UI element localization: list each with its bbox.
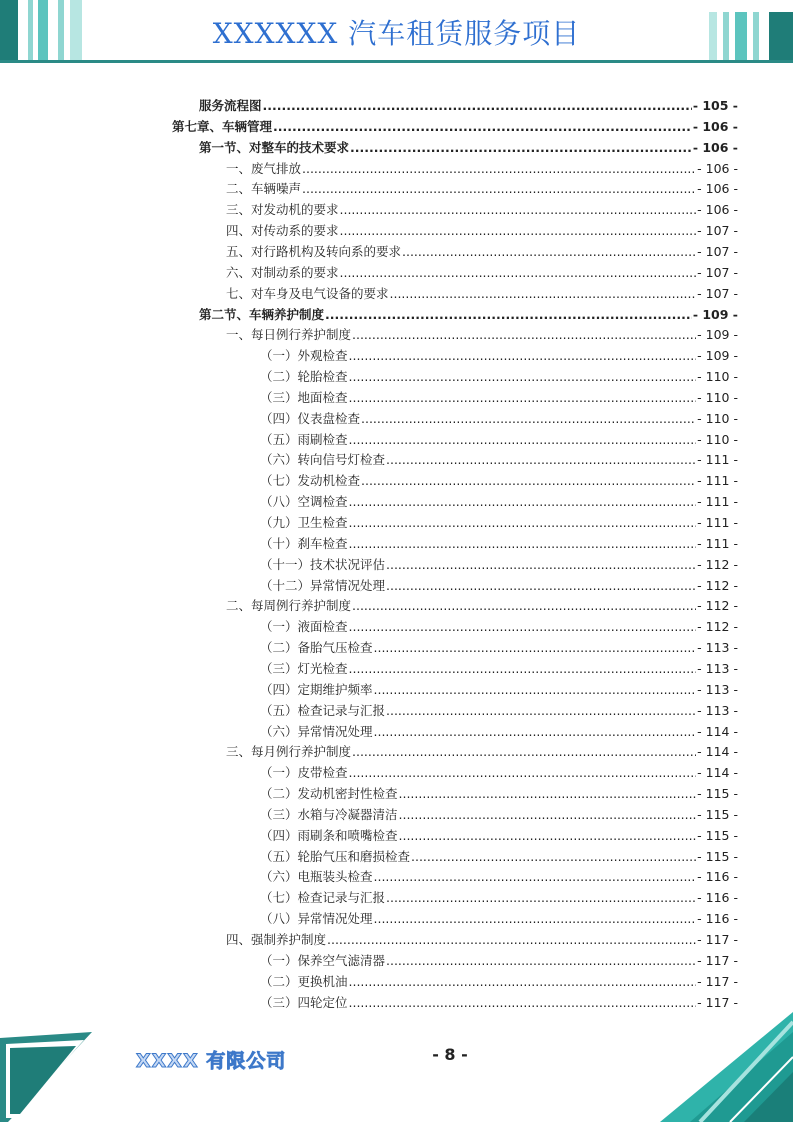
toc-entry-label: （一）外观检查 <box>260 348 348 364</box>
toc-entry[interactable] <box>226 200 738 220</box>
toc-entry-label: （一）保养空气滤清器 <box>260 952 386 968</box>
toc-leader-dots <box>349 974 697 989</box>
toc-leader-dots <box>327 932 696 947</box>
toc-leader-dots <box>340 202 697 217</box>
toc-entry-label: 三、对发动机的要求 <box>226 202 339 218</box>
toc-entry[interactable] <box>260 534 738 554</box>
toc-leader-dots <box>374 869 697 884</box>
toc-entry-label: （二）备胎气压检查 <box>260 640 373 656</box>
toc-entry-page: - 112 - <box>697 619 738 635</box>
toc-entry-page: - 107 - <box>697 285 738 301</box>
toc-entry-label: 一、每日例行养护制度 <box>226 327 352 343</box>
toc-entry-label: （一）液面检查 <box>260 619 348 635</box>
toc-entry-label: （五）雨刷检查 <box>260 431 348 447</box>
toc-entry[interactable] <box>260 367 738 387</box>
toc-entry-label: 第七章、车辆管理 <box>172 118 273 134</box>
toc-entry-page: - 115 - <box>697 786 738 802</box>
toc-entry-label: （三）水箱与冷凝器清洁 <box>260 806 398 822</box>
toc-entry-label: 七、对车身及电气设备的要求 <box>226 285 389 301</box>
toc-leader-dots <box>349 494 697 509</box>
toc-entry-label: （四）雨刷条和喷嘴检查 <box>260 827 398 843</box>
toc-leader-dots <box>349 348 697 363</box>
toc-leader-dots <box>263 98 692 113</box>
toc-entry-page: - 113 - <box>697 660 738 676</box>
toc-entry-page: - 112 - <box>697 577 738 593</box>
toc-entry-label: （八）异常情况处理 <box>260 911 373 927</box>
toc-leader-dots <box>386 953 696 968</box>
toc-entry-label: （六）转向信号灯检查 <box>260 452 386 468</box>
toc-entry-page: - 107 - <box>697 223 738 239</box>
toc-entry-page: - 107 - <box>697 264 738 280</box>
toc-leader-dots <box>352 744 696 759</box>
toc-entry-label: （六）异常情况处理 <box>260 723 373 739</box>
toc-entry-label: （五）轮胎气压和磨损检查 <box>260 848 411 864</box>
toc-leader-dots <box>386 703 696 718</box>
toc-entry[interactable] <box>260 680 738 700</box>
toc-entry-page: - 106 - <box>697 160 738 176</box>
toc-entry-page: - 113 - <box>697 702 738 718</box>
toc-leader-dots <box>399 807 697 822</box>
toc-entry[interactable] <box>260 409 738 429</box>
toc-entry-page: - 115 - <box>697 806 738 822</box>
toc-leader-dots <box>302 181 696 196</box>
toc-entry[interactable] <box>226 159 738 179</box>
toc-entry[interactable] <box>226 325 738 345</box>
toc-entry[interactable] <box>226 221 738 241</box>
toc-leader-dots <box>340 265 697 280</box>
footer-page-number: - 8 - <box>432 1045 468 1064</box>
toc-entry-page: - 111 - <box>697 473 738 489</box>
toc-entry-page: - 106 - <box>697 181 738 197</box>
footer-company-name: XXXX 有限公司 <box>136 1050 287 1072</box>
toc-leader-dots <box>302 161 696 176</box>
toc-leader-dots <box>352 598 696 613</box>
toc-entry[interactable] <box>226 263 738 283</box>
toc-entry-label: （六）电瓶装头检查 <box>260 869 373 885</box>
toc-leader-dots <box>349 661 697 676</box>
toc-entry[interactable] <box>260 430 738 450</box>
toc-leader-dots <box>402 244 696 259</box>
toc-entry[interactable] <box>260 576 738 596</box>
toc-entry-page: - 112 - <box>697 598 738 614</box>
toc-entry-page: - 117 - <box>697 952 738 968</box>
toc-entry-page: - 107 - <box>697 243 738 259</box>
toc-entry-label: （二）发动机密封性检查 <box>260 786 398 802</box>
toc-leader-dots <box>361 411 696 426</box>
toc-entry-page: - 116 - <box>697 890 738 906</box>
toc-leader-dots <box>325 307 692 322</box>
toc-entry-label: 服务流程图 <box>199 98 262 113</box>
toc-entry[interactable] <box>199 138 738 158</box>
toc-entry[interactable] <box>260 701 738 721</box>
toc-leader-dots <box>349 765 697 780</box>
footer-left-decoration <box>0 1028 95 1122</box>
toc-entry[interactable] <box>260 888 738 908</box>
toc-entry-page: - 110 - <box>697 389 738 405</box>
toc-entry[interactable] <box>260 388 738 408</box>
toc-entry[interactable] <box>260 867 738 887</box>
toc-leader-dots <box>273 119 692 134</box>
toc-leader-dots <box>350 140 692 155</box>
toc-entry[interactable] <box>260 763 738 783</box>
toc-entry-page: - 109 - <box>697 348 738 364</box>
toc-entry-label: 二、每周例行养护制度 <box>226 598 352 614</box>
toc-entry-label: （十一）技术状况评估 <box>260 556 386 572</box>
toc-entry-label: （九）卫生检查 <box>260 515 348 530</box>
toc-leader-dots <box>390 286 697 301</box>
toc-leader-dots <box>349 515 697 530</box>
toc-entry[interactable] <box>226 596 738 616</box>
toc-entry[interactable] <box>260 722 738 742</box>
toc-entry[interactable] <box>260 638 738 658</box>
toc-entry[interactable] <box>226 284 738 304</box>
toc-entry-page: - 112 - <box>697 556 738 572</box>
toc-entry-label: （七）检查记录与汇报 <box>260 890 386 906</box>
toc-entry-page: - 116 - <box>697 869 738 885</box>
toc-entry-label: （三）地面检查 <box>260 389 348 405</box>
toc-entry[interactable] <box>260 346 738 366</box>
toc-leader-dots <box>374 640 697 655</box>
toc-entry[interactable] <box>260 847 738 867</box>
toc-entry-label: 四、对传动系的要求 <box>226 223 339 239</box>
toc-leader-dots <box>349 536 697 551</box>
toc-entry-page: - 110 - <box>697 369 738 385</box>
toc-entry-label: （二）更换机油 <box>260 973 348 989</box>
toc-entry-page: - 115 - <box>697 827 738 843</box>
toc-entry-page: - 113 - <box>697 681 738 697</box>
toc-entry-page: - 106 - <box>692 139 738 155</box>
toc-leader-dots <box>349 619 697 634</box>
toc-entry-page: - 111 - <box>697 535 738 551</box>
toc-entry-label: 第二节、车辆养护制度 <box>199 306 325 322</box>
toc-entry-page: - 114 - <box>697 723 738 739</box>
footer-right-decoration <box>660 1012 793 1122</box>
toc-entry[interactable] <box>199 305 738 325</box>
toc-entry[interactable] <box>226 742 738 762</box>
toc-entry-page: - 117 - <box>697 932 738 947</box>
toc-entry-page: - 115 - <box>697 848 738 864</box>
toc-leader-dots <box>361 473 696 488</box>
toc-entry-page: - 109 - <box>692 306 738 322</box>
toc-entry[interactable] <box>226 179 738 199</box>
toc-entry-label: （二）轮胎检查 <box>260 369 348 385</box>
toc-leader-dots <box>340 223 697 238</box>
toc-entry-page: - 105 - <box>692 98 738 113</box>
toc-entry-page: - 111 - <box>697 452 738 468</box>
toc-entry-page: - 116 - <box>697 911 738 927</box>
toc-leader-dots <box>374 682 697 697</box>
toc-entry-label: （七）发动机检查 <box>260 473 361 489</box>
toc-entry[interactable] <box>260 450 738 470</box>
toc-leader-dots <box>386 890 696 905</box>
toc-entry-page: - 110 - <box>697 410 738 426</box>
toc-entry-page: - 106 - <box>692 118 738 134</box>
toc-entry-label: （四）仪表盘检查 <box>260 410 361 426</box>
toc-entry[interactable] <box>226 930 738 950</box>
toc-entry[interactable] <box>260 659 738 679</box>
toc-entry-label: 一、废气排放 <box>226 160 302 176</box>
toc-leader-dots <box>399 786 697 801</box>
toc-entry-page: - 117 - <box>697 973 738 989</box>
toc-entry[interactable] <box>260 951 738 971</box>
toc-leader-dots <box>374 724 697 739</box>
toc-entry-page: - 106 - <box>697 202 738 218</box>
toc-entry-label: （八）空调检查 <box>260 494 348 510</box>
header-rule <box>0 60 793 63</box>
toc-leader-dots <box>386 557 696 572</box>
toc-entry[interactable] <box>260 993 738 1013</box>
toc-entry[interactable] <box>260 826 738 846</box>
toc-entry-label: 五、对行路机构及转向系的要求 <box>226 243 402 259</box>
toc-entry-page: - 111 - <box>697 494 738 510</box>
toc-entry[interactable] <box>260 513 738 533</box>
toc-leader-dots <box>349 390 697 405</box>
toc-entry-page: - 114 - <box>697 744 738 760</box>
toc-entry-label: 四、强制养护制度 <box>226 932 327 947</box>
toc-entry[interactable] <box>260 492 738 512</box>
toc-entry[interactable] <box>260 617 738 637</box>
toc-entry[interactable] <box>260 471 738 491</box>
toc-entry-label: （十二）异常情况处理 <box>260 577 386 593</box>
toc-leader-dots <box>411 849 696 864</box>
toc-entry[interactable] <box>172 117 738 137</box>
toc-entry-page: - 110 - <box>697 431 738 447</box>
toc-leader-dots <box>386 578 696 593</box>
toc-entry-label: 六、对制动系的要求 <box>226 264 339 280</box>
toc-entry[interactable] <box>260 784 738 804</box>
toc-entry-page: - 111 - <box>697 515 738 530</box>
toc-entry-label: （四）定期维护频率 <box>260 681 373 697</box>
toc-entry-label: （一）皮带检查 <box>260 765 348 781</box>
toc-leader-dots <box>349 432 697 447</box>
toc-entry-label: 二、车辆噪声 <box>226 181 302 197</box>
toc-leader-dots <box>352 327 696 342</box>
toc-entry-label: （三）四轮定位 <box>260 994 348 1010</box>
toc-entry-label: （三）灯光检查 <box>260 660 348 676</box>
toc-leader-dots <box>399 828 697 843</box>
toc-entry-page: - 117 - <box>697 994 738 1010</box>
toc-entry[interactable] <box>260 555 738 575</box>
toc-entry-page: - 109 - <box>697 327 738 343</box>
toc-leader-dots <box>349 995 697 1010</box>
toc-entry-page: - 114 - <box>697 765 738 781</box>
toc-leader-dots <box>349 369 697 384</box>
toc-leader-dots <box>386 452 696 467</box>
toc-entry-page: - 113 - <box>697 640 738 656</box>
toc-entry-label: 第一节、对整车的技术要求 <box>199 139 350 155</box>
toc-entry[interactable] <box>260 909 738 929</box>
toc-entry-label: （十）刹车检查 <box>260 535 348 551</box>
toc-entry-label: （五）检查记录与汇报 <box>260 702 386 718</box>
toc-entry[interactable] <box>260 805 738 825</box>
header-title: XXXXXX 汽车租赁服务项目 <box>212 17 581 50</box>
toc-entry[interactable] <box>226 242 738 262</box>
toc-leader-dots <box>374 911 697 926</box>
toc-entry-label: 三、每月例行养护制度 <box>226 744 352 760</box>
toc-entry[interactable] <box>260 972 738 992</box>
toc-entry[interactable] <box>199 96 738 116</box>
